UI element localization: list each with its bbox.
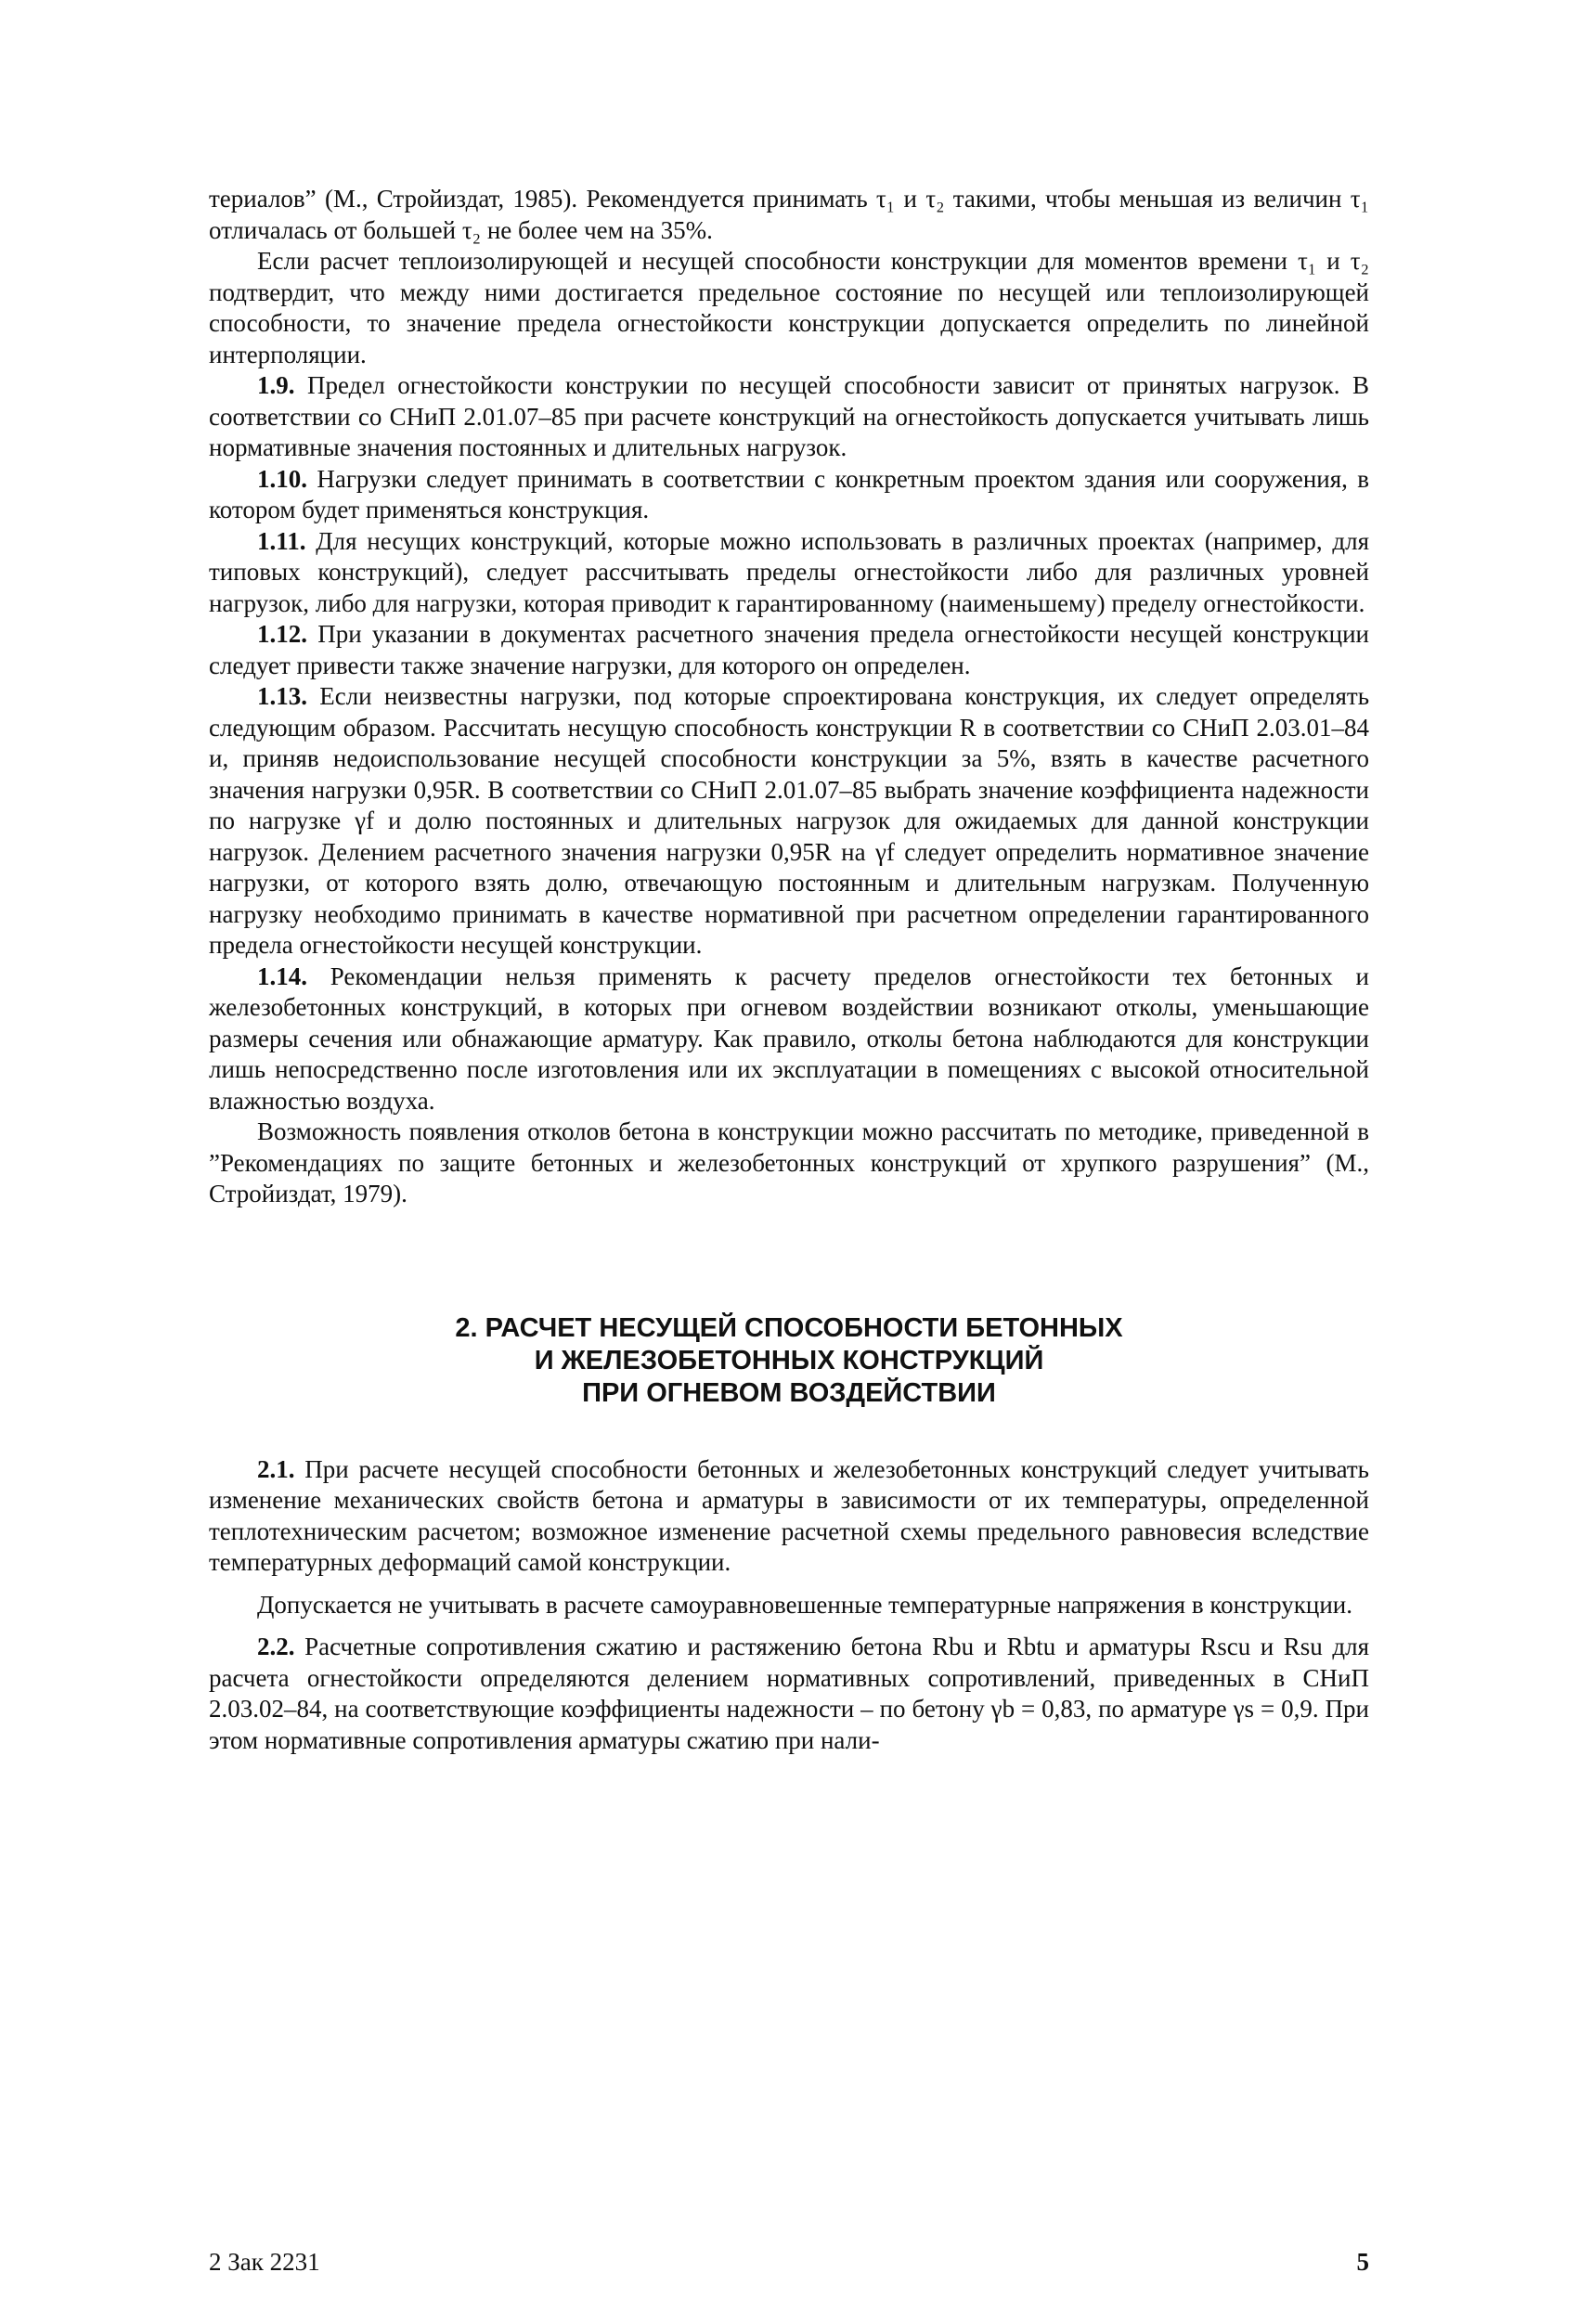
paragraph-text: Если неизвестны нагрузки, под которые спроектирована конструкция, их следует определять следующим образом. Рассчитать несущую способность конструкции R в соответствии со СНиП 2.03.01–84 и, приняв недоиспользование несущей способности конструкции за 5%, взять в качестве расчетного значения нагрузки 0,95R. В соответствии со СНиП 2.01.07–85 выбрать значение коэффициента надежности по нагрузке γf и долю постоянных и длительных нагрузок для ожидаемых для данной конструкции нагрузок. Делением расчетного значения нагрузки 0,95R на γf следует определить нормативное значение нагрузки, от которого взять долю, отвечающую постоянным и длительным нагрузкам. Полученную нагрузку необходимо принимать в качестве нормативной при расчетном определении гарантированного предела огнестойкости несущей конструкции. <box>209 682 1370 959</box>
paragraph-continuation <box>209 184 1369 246</box>
paragraph-number: 2.1. <box>257 1454 295 1483</box>
paragraph-2-1 <box>209 1454 1369 1579</box>
paragraph-1-14-cont <box>209 1117 1369 1210</box>
paragraph-text: Расчетные сопротивления сжатию и растяжению бетона Rbu и Rbtu и арматуры Rscu и Rsu для расчета огнестойкости определяются делением нормативных сопротивлений, приведенных в СНиП 2.03.02–84, на соответствующие коэффициенты надежности – по бетону γb = 0,83, по арматуре γs = 0,9. При этом нормативные сопротивления арматуры сжатию при нали- <box>209 1633 1370 1754</box>
printer-signature: 2 Зак 2231 <box>209 2248 320 2276</box>
page-footer <box>209 2248 1369 2285</box>
paragraph-number: 2.2. <box>257 1633 295 1660</box>
paragraph-text: Если расчет теплоизолирующей и несущей способности конструкции для моментов времени τ₁ и τ₂ подтвердит, что между ними достигается предельное состояние по несущей или теплоизолирующей способности, то значение предела огнестойкости конструкции допускается определить по линейной интерполяции. <box>209 247 1369 368</box>
paragraph-2-1-cont <box>209 1590 1369 1621</box>
paragraph-text: Допускается не учитывать в расчете самоуравновешенные температурные напряжения в конструкции. <box>257 1590 1352 1619</box>
section-title-line: И ЖЕЛЕЗОБЕТОННЫХ КОНСТРУКЦИЙ <box>534 1345 1044 1375</box>
paragraph-text: Предел огнестойкости конструкии по несущей способности зависит от принятых нагрузок. В соответствии со СНиП 2.01.07–85 при расчете конструкций на огнестойкость допускается учитывать лишь нормативные значения постоянных и длительных нагрузок. <box>209 371 1369 461</box>
paragraph-text: При указании в документах расчетного значения предела огнестойкости несущей конструкции следует привести также значение нагрузки, для которого он определен. <box>209 620 1370 679</box>
paragraph-text: териалов” (М., Стройиздат, 1985). Рекомендуется принимать τ₁ и τ₂ такими, чтобы меньшая из величин τ₁ отличалась от большей τ₂ не более чем на 35%. <box>209 185 1369 244</box>
section-title-line: ПРИ ОГНЕВОМ ВОЗДЕЙСТВИИ <box>582 1377 996 1408</box>
paragraph-1-9 <box>209 370 1369 464</box>
paragraph-text: Для несущих конструкций, которые можно использовать в различных проектах (например, для типовых конструкций), следует рассчитывать пределы огнестойкости либо для различных уровней нагрузок, либо для нагрузки, которая приводит к гарантированному (наименьшему) пределу огнестойкости. <box>209 526 1369 617</box>
paragraph-2-2 <box>209 1632 1369 1756</box>
paragraph-number: 1.12. <box>257 620 307 648</box>
paragraph-number: 1.11. <box>257 526 306 555</box>
paragraph-text: Возможность появления отколов бетона в конструкции можно рассчитать по методике, приведенной в ”Рекомендациях по защите бетонных и железобетонных конструкций от хрупкого разрушения” (М., Стройиздат, 1979). <box>209 1117 1369 1207</box>
page-number: 5 <box>1356 2248 1369 2276</box>
paragraph-number: 1.10. <box>257 464 307 493</box>
page-body <box>209 184 1369 1756</box>
paragraph-text: При расчете несущей способности бетонных и железобетонных конструкций следует учитывать изменение механических свойств бетона и арматуры в зависимости от их температуры, определенной теплотехническим расчетом; возможное изменение расчетной схемы предельного равновесия вследствие температурных деформаций самой конструкции. <box>209 1454 1369 1576</box>
paragraph-1-8-cont <box>209 246 1369 370</box>
paragraph-1-11 <box>209 526 1369 620</box>
paragraph-number: 1.14. <box>257 962 307 990</box>
paragraph-1-13 <box>209 681 1369 962</box>
paragraph-number: 1.9. <box>257 371 295 399</box>
paragraph-1-14 <box>209 962 1369 1117</box>
section-title <box>209 1312 1369 1410</box>
paragraph-1-12 <box>209 619 1369 681</box>
paragraph-text: Нагрузки следует принимать в соответствии с конкретным проектом здания или сооружения, в котором будет применяться конструкция. <box>209 464 1370 523</box>
paragraph-text: Рекомендации нельзя применять к расчету пределов огнестойкости тех бетонных и железобетонных конструкций, в которых при огневом воздействии возникают отколы, уменьшающие размеры сечения или обнажающие арматуру. Как правило, отколы бетона наблюдаются для конструкции лишь непосредственно после изготовления или их эксплуатации в помещениях с высокой относительной влажностью воздуха. <box>209 962 1369 1115</box>
paragraph-number: 1.13. <box>257 682 307 710</box>
paragraph-1-10 <box>209 464 1369 526</box>
section-title-line: 2. РАСЧЕТ НЕСУЩЕЙ СПОСОБНОСТИ БЕТОННЫХ <box>455 1312 1123 1343</box>
